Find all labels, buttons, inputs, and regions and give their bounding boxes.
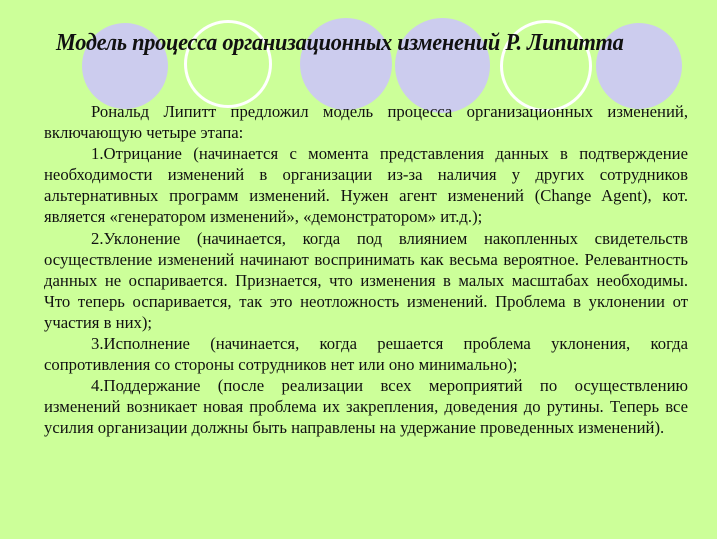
slide-body [44, 101, 688, 439]
stage-paragraph-2: 2.Уклонение (начинается, когда под влиянием накопленных свидетельств осуществление изменений начинают воспринимать как весьма вероятное. Релевантность данных не оспаривается. Признается, что изменения в малых масштабах необходимы. Что теперь оспаривается, так это неотложность изменений. Проблема в уклонении от участия в них); [44, 228, 688, 332]
stage-paragraph-3: 3.Исполнение (начинается, когда решается проблема уклонения, когда сопротивления со стороны сотрудников нет или оно минимально); [44, 334, 688, 375]
stage-paragraph-1: 1.Отрицание (начинается с момента представления данных в подтверждение необходимости изменений в организации из-за наличия у других сотрудников альтернативных программ изменений. Нужен агент изменений (Change Agent), кот. является «генератором изменений», «демонстратором» ит.д.); [44, 144, 688, 227]
slide-title: Модель процесса организационных изменений Р. Липитта [56, 30, 624, 56]
stage-paragraph-4: 4.Поддержание (после реализации всех мероприятий по осуществлению изменений возникает новая проблема их закрепления, доведения до рутины. Теперь все усилия организации должны быть направлены на удержание проведенных изменений). [44, 376, 688, 438]
intro-paragraph: Рональд Липитт предложил модель процесса организационных изменений, включающую четыре этапа: [44, 102, 688, 143]
